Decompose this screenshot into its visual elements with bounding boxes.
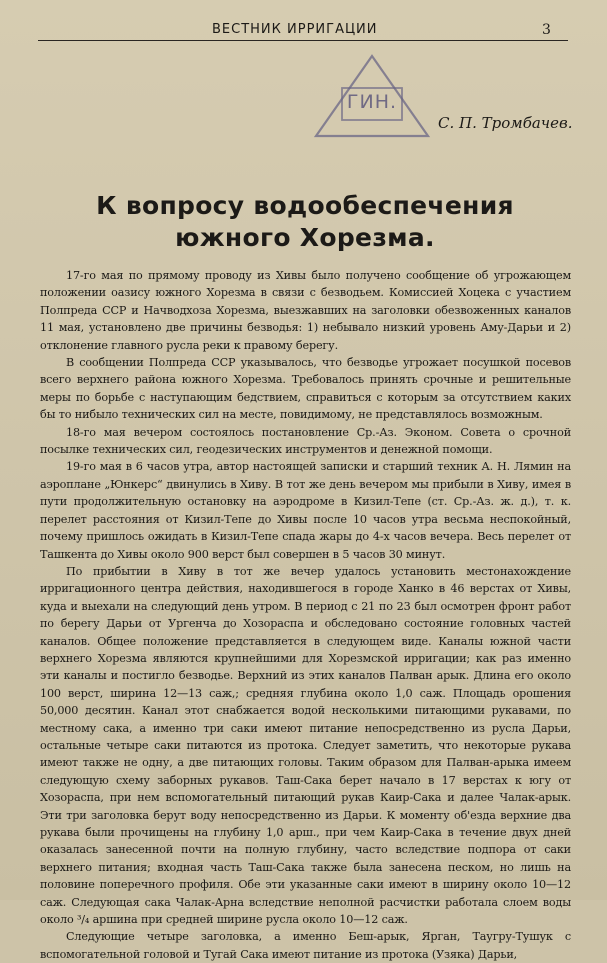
paragraph: 19-го мая в 6 часов утра, автор настоящей записки и старший техник А. Н. Лямин на аэроплане „Юнкерс“ двинулись в Хиву. В тот же день вечером мы прибыли в Хиву, имея в пути продолжительную остановку на аэродроме в Кизил-Тепе (ст. Ср.-Аз. ж. д.), т. к. перелет расстояния от Кизил-Тепе до Хивы после 10 часов утра весьма неспокойный, почему пришлось ожидать в Кизил-Тепе спада жары до 4-х часов вечера. Весь перелет от Ташкента до Хивы около 900 верст был совершен в 5 часов 30 минут. — [40, 460, 571, 561]
running-head — [0, 22, 607, 42]
paragraph: 18-го мая вечером состоялось постановление Ср.-Аз. Эконом. Совета о срочной посылке технических сил, геодезических инструментов и денежной помощи. — [40, 425, 571, 457]
journal-name: ВЕСТНИК ИРРИГАЦИИ — [212, 22, 378, 37]
paragraph: Следующие четыре заголовка, а именно Беш-арык, Ярган, Таугру-Тушук с вспомогательной головой и Тугай Сака имеют питание из протока (Узяка) Дарьи, — [40, 930, 571, 961]
article-title: К вопросу водообеспечения южного Хорезма. — [96, 191, 514, 252]
library-stamp — [312, 52, 432, 142]
stamp-text: ГИН. — [346, 91, 398, 113]
paragraph: В сообщении Полпреда ССР указывалось, что безводье угрожает посушкой посевов всего верхнего района южного Хорезма. Требовалось принять срочные и решительные меры по борьбе с наступающим бедствием, справиться с которым за отсутствием каких бы то нибыло технических сил на месте, повидимому, не представлялось возможным. — [40, 356, 571, 422]
paragraph: По прибытии в Хиву в тот же вечер удалось установить местонахождение ирригационного центра действия, находившегося в городе Ханко в 46 верстах от Хивы, куда и выехали на следующий день утром. В период с 21 по 23 был осмотрен фронт работ по берегу Дарьи от Ургенча до Хозораспа и обследовано состояние головных частей каналов. Общее положение представляется в следующем виде. Каналы южной части верхнего Хорезма являются крупнейшими для Хорезмской ирригации; как раз именно эти каналы и постигло безводье. Верхний из этих каналов Палван арык. Длина его около 100 верст, ширина 12—13 саж,; средняя глубина около 1,0 саж. Площадь орошения 50,000 десятин. Канал этот снабжается водой несколькими питающими рукавами, по местному сака, а именно три саки имеют питание непосредственно из русла Дарьи, остальные четыре саки питаются из протока. Следует заметить, что некоторые рукава имеют также не одну, а две питающих головы. Таким образом для Палван-арыка имеем следующую схему заборных рукавов. Таш-Сака берет начало в 17 верстах к югу от Хозораспа, при нем вспомогательный питающий рукав Каир-Сака и далее Чалак-арык. Эти три заголовка берут воду непосредственно из Дарьи. К моменту об'езда верхние два рукава были прочищены на глубину 1,0 арш., при чем Каир-Сака в течение двух дней оказалась занесенной почти на полную глубину, часто вследствие подпора от саки верхнего питания; входная часть Таш-Сака также была занесена песком, но лишь на половине поперечного профиля. Обе эти указанные саки имеют в ширину около 10—12 саж. Следующая сака Чалак-Арна вследствие неполной расчистки работала слоем воды около ³/₄ аршина при средней ширине русла около 10—12 саж. — [40, 564, 571, 927]
article-body — [40, 267, 571, 963]
author-name: С. П. Тромбачев. — [438, 114, 573, 132]
header-rule — [38, 40, 568, 41]
paragraph: 17-го мая по прямому проводу из Хивы было получено сообщение об угрожающем положении оазису южного Хорезма в связи с безводьем. Комиссией Хоцека с участием Полпреда ССР и Начводхоза Хорезма, выезжавших на заголовки обезвоженных каналов 11 мая, установлено две причины безводья: 1) небывало низкий уровень Аму-Дарьи и 2) отклонение главного русла реки к правому берегу. — [40, 269, 571, 352]
page-number: 3 — [542, 22, 551, 38]
